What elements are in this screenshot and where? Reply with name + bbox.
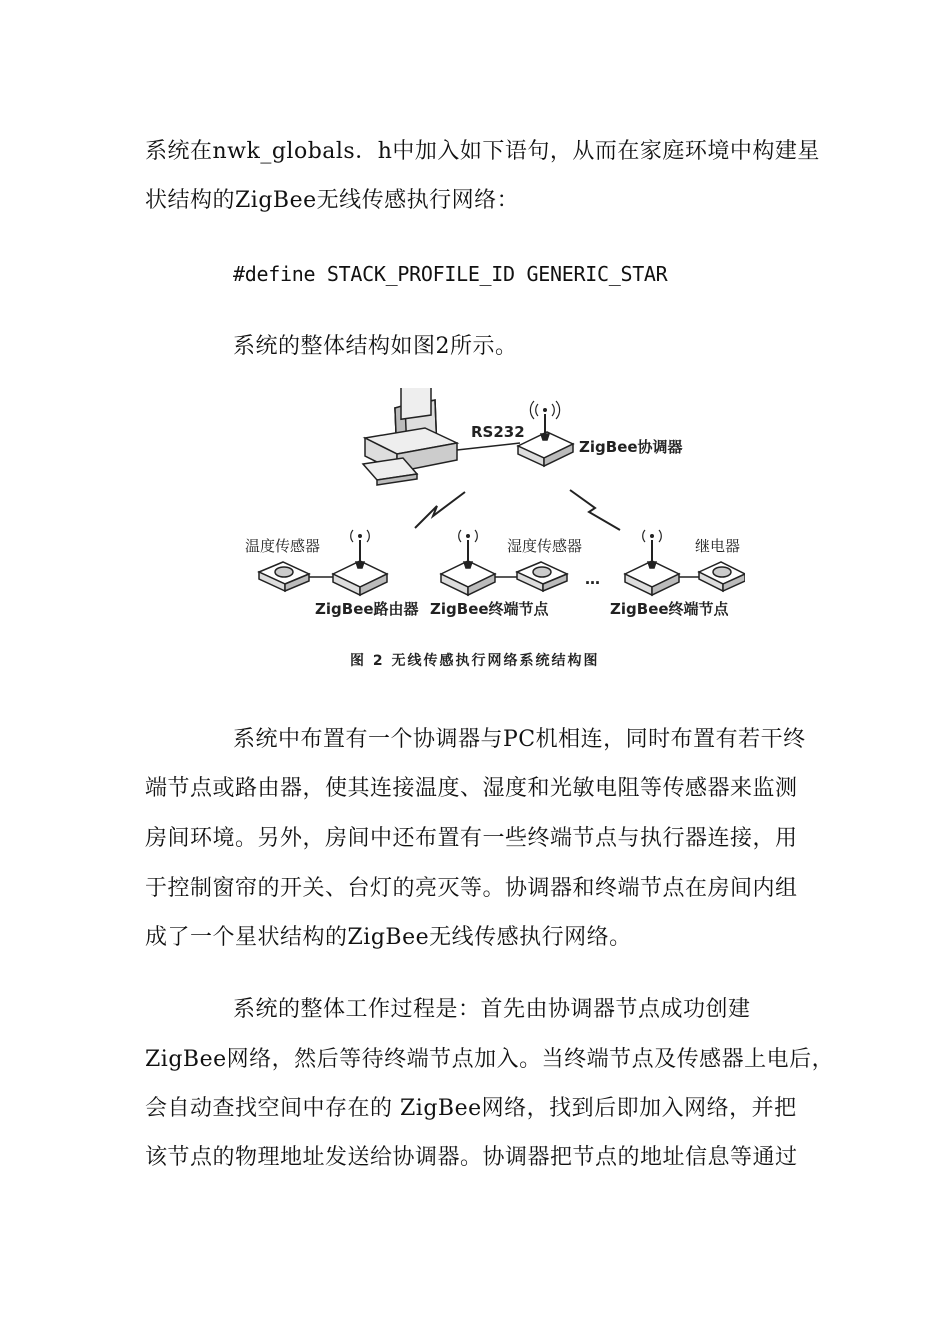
paragraph-3-line-5: 成了一个星状结构的ZigBee无线传感执行网络。 <box>145 925 632 950</box>
computer-icon <box>363 388 457 485</box>
paragraph-2-line-1: 系统的整体结构如图2所示。 <box>233 334 518 359</box>
antenna-icon <box>643 530 662 568</box>
paragraph-4-line-3: 会自动查找空间中存在的 ZigBee网络，找到后即加入网络，并把 <box>145 1096 797 1121</box>
rs232-link-line <box>457 443 520 450</box>
paragraph-4-line-2: ZigBee网络，然后等待终端节点加入。当终端节点及传感器上电后， <box>145 1047 835 1072</box>
router-node-icon <box>333 530 387 595</box>
antenna-icon <box>351 530 370 568</box>
paragraph-1-line-1: 系统在nwk_globals．h中加入如下语句，从而在家庭环境中构建星 <box>145 139 820 164</box>
rs232-label: RS232 <box>471 423 525 441</box>
code-define-line: #define STACK_PROFILE_ID GENERIC_STAR <box>233 262 668 286</box>
ellipsis-label: … <box>585 570 600 588</box>
network-diagram <box>225 388 745 678</box>
antenna-icon <box>530 401 559 440</box>
end-node-2-icon <box>625 530 679 595</box>
humidity-sensor-icon <box>517 562 567 591</box>
temperature-sensor-label: 温度传感器 <box>245 537 321 555</box>
end-node-1-icon <box>441 530 495 595</box>
figure-caption: 图 2 无线传感执行网络系统结构图 <box>350 653 600 669</box>
paragraph-1-line-2: 状结构的ZigBee无线传感执行网络： <box>145 188 520 213</box>
router-label: ZigBee路由器 <box>315 600 419 618</box>
paragraph-4-line-4: 该节点的物理地址发送给协调器。协调器把节点的地址信息等通过 <box>145 1145 798 1170</box>
relay-icon <box>699 562 745 591</box>
coordinator-node-icon <box>518 401 573 466</box>
wireless-link-icon <box>570 490 620 530</box>
coordinator-label: ZigBee协调器 <box>579 438 683 456</box>
paragraph-3-line-4: 于控制窗帘的开关、台灯的亮灭等。协调器和终端节点在房间内组 <box>145 876 798 901</box>
antenna-icon <box>459 530 478 568</box>
paragraph-3-line-3: 房间环境。另外，房间中还布置有一些终端节点与执行器连接，用 <box>145 826 798 851</box>
system-structure-figure <box>225 388 745 678</box>
paragraph-3-line-1: 系统中布置有一个协调器与PC机相连，同时布置有若干终 <box>233 727 806 752</box>
temperature-sensor-icon <box>259 562 309 591</box>
paragraph-3-line-2: 端节点或路由器，使其连接温度、湿度和光敏电阻等传感器来监测 <box>145 776 798 801</box>
end-node-1-label: ZigBee终端节点 <box>430 600 549 618</box>
wireless-link-icon <box>415 492 465 528</box>
humidity-sensor-label: 湿度传感器 <box>507 537 583 555</box>
relay-label: 继电器 <box>695 537 741 555</box>
end-node-2-label: ZigBee终端节点 <box>610 600 729 618</box>
paragraph-4-line-1: 系统的整体工作过程是：首先由协调器节点成功创建 <box>233 997 751 1022</box>
